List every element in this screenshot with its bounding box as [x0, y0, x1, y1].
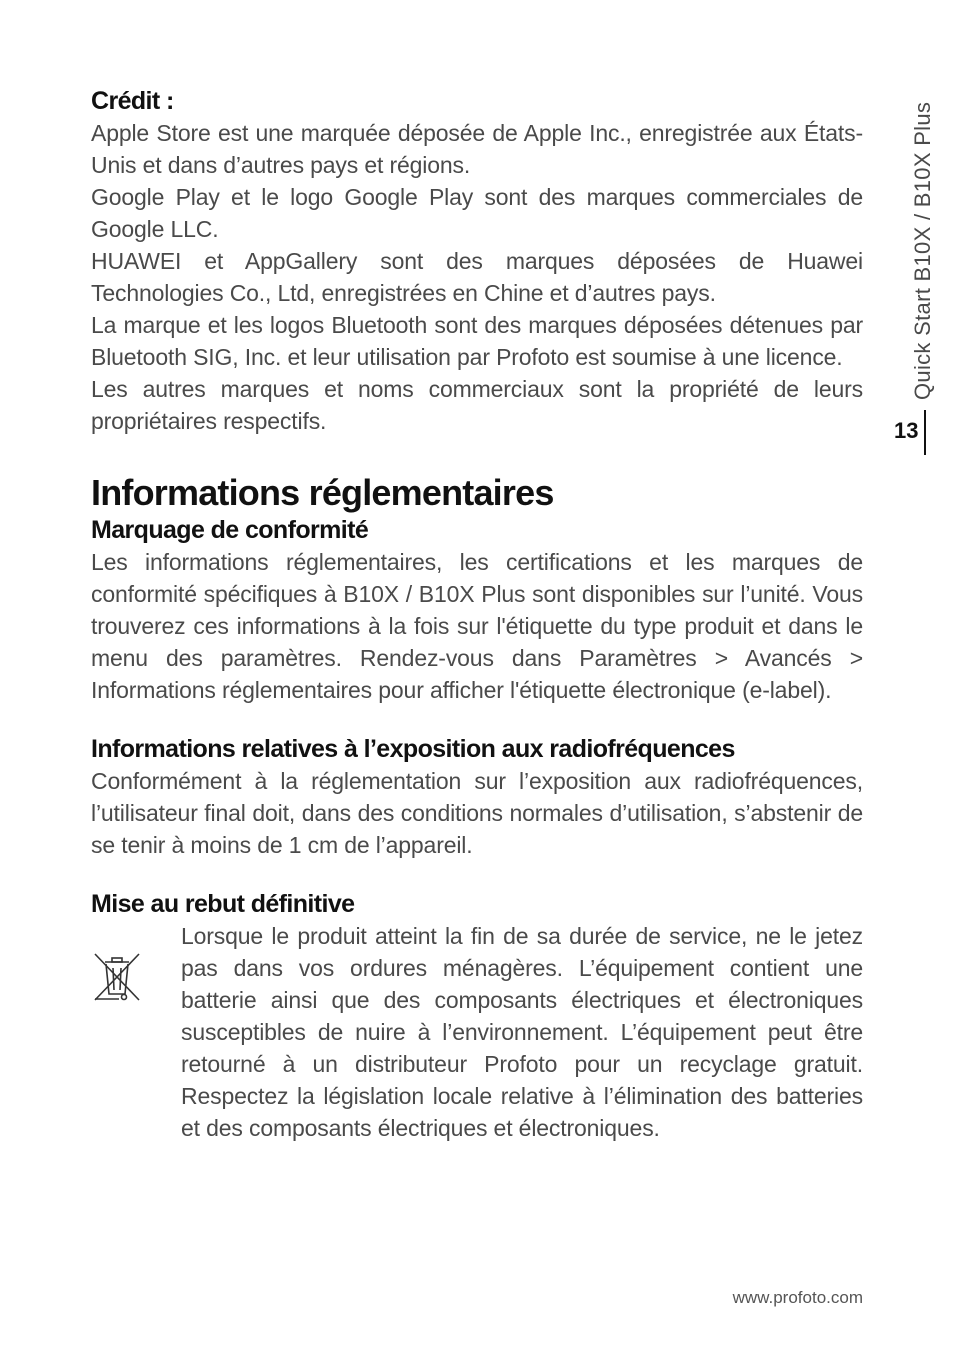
rf-text: Conformément à la réglementation sur l’exposition aux radiofréquences, l’utilisateur final doit, dans des conditions normales d’utilisation, s’abstenir de se tenir à moins de 1 cm de l’appareil. [91, 768, 863, 858]
regulatory-title: Informations réglementaires [91, 472, 554, 513]
credit-paragraph-bluetooth: La marque et les logos Bluetooth sont des marques déposées détenues par Bluetooth SIG, Inc. et leur utilisation par Profoto est soumise à une licence. [91, 312, 863, 370]
document-title: Quick Start B10X / B10X Plus [910, 101, 935, 400]
rf-heading: Informations relatives à l’exposition aux radiofréquences [91, 735, 735, 763]
disposal-heading: Mise au rebut définitive [91, 890, 355, 918]
sidebar-divider [924, 410, 926, 455]
footer-url: www.profoto.com [732, 1288, 863, 1307]
credit-paragraph-huawei: HUAWEI et AppGallery sont des marques déposées de Huawei Technologies Co., Ltd, enregistrées en Chine et d’autres pays. [91, 248, 863, 306]
disposal-block [91, 920, 863, 1144]
bin-icon-wrap [91, 920, 181, 1144]
credit-paragraph-apple: Apple Store est une marquée déposée de Apple Inc., enregistrée aux États-Unis et dans d’autres pays et régions. [91, 120, 863, 178]
page-content [91, 86, 863, 1144]
credit-heading: Crédit : [91, 87, 174, 115]
disposal-text: Lorsque le produit atteint la fin de sa durée de service, ne le jetez pas dans vos ordures ménagères. L’équipement contient une batterie ainsi que des composants électriques et électroniques susceptibles de nuire à l’environnement. L’équipement peut être retourné à un distributeur Profoto pour un recyclage gratuit. Respectez la législation locale relative à l’élimination des batteries et des composants électriques et électroniques. [181, 923, 863, 1141]
conformity-text: Les informations réglementaires, les certifications et les marques de conformité spécifiques à B10X / B10X Plus sont disponibles sur l’unité. Vous trouverez ces informations à la fois sur l'étiquette du type produit et dans le menu des paramètres. Rendez-vous dans Paramètres > Avancés > Informations réglementaires pour afficher l'étiquette électronique (e-label). [91, 549, 863, 703]
credit-paragraph-google: Google Play et le logo Google Play sont des marques commerciales de Google LLC. [91, 184, 863, 242]
page-sidebar [890, 60, 935, 455]
credit-paragraph-other: Les autres marques et noms commerciaux sont la propriété de leurs propriétaires respectifs. [91, 376, 863, 434]
crossed-out-bin-icon [91, 950, 143, 1002]
page-number: 13 [894, 418, 919, 443]
conformity-heading: Marquage de conformité [91, 516, 369, 544]
